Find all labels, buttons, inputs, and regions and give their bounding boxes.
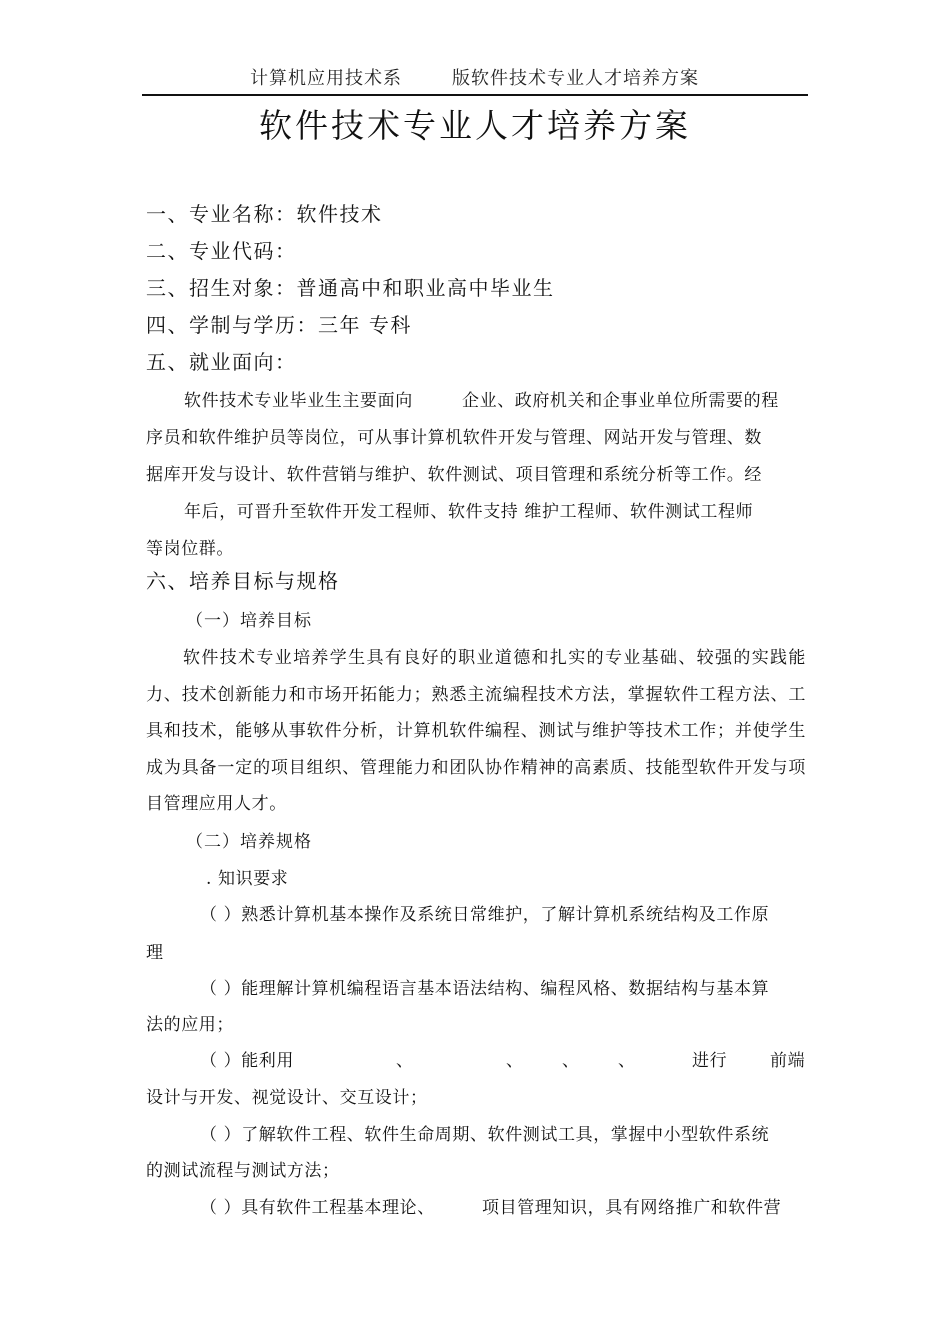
item-3-part-4: 、 <box>562 1051 580 1071</box>
knowledge-heading: . 知识要求 <box>206 869 289 889</box>
goals-heading: （一）培养目标 <box>186 611 312 631</box>
specs-heading: （二）培养规格 <box>186 832 312 852</box>
header-rule <box>142 94 808 96</box>
item-3-part-2: 、 <box>396 1051 414 1071</box>
employment-line-3: 据库开发与设计、软件营销与维护、软件测试、项目管理和系统分析等工作。经 <box>146 465 762 485</box>
knowledge-item-5a: （ ）具有软件工程基本理论、 <box>200 1198 435 1218</box>
item-3-part-7: 前端 <box>770 1051 806 1071</box>
header-document-name: 版软件技术专业人才培养方案 <box>452 68 699 89</box>
section-goals-specs: 六、培养目标与规格 <box>146 569 340 593</box>
section-duration: 四、学制与学历：三年 专科 <box>146 313 412 337</box>
employment-line-4: 年后，可晋升至软件开发工程师、软件支持 维护工程师、软件测试工程师 <box>184 502 754 522</box>
knowledge-item-4-cont: 的测试流程与测试方法； <box>146 1161 340 1181</box>
section-major-name: 一、专业名称：软件技术 <box>146 202 383 226</box>
section-enrollment: 三、招生对象：普通高中和职业高中毕业生 <box>146 276 555 300</box>
employment-line-1a: 软件技术专业毕业生主要面向 <box>184 391 413 411</box>
item-3-part-3: 、 <box>506 1051 524 1071</box>
knowledge-item-5b: 项目管理知识，具有网络推广和软件营 <box>482 1198 782 1218</box>
header-department: 计算机应用技术系 <box>250 68 402 89</box>
employment-line-2: 序员和软件维护员等岗位，可从事计算机软件开发与管理、网站开发与管理、数 <box>146 428 762 448</box>
knowledge-item-3 <box>200 1046 810 1076</box>
knowledge-item-1-cont: 理 <box>146 943 164 963</box>
knowledge-item-2: （ ）能理解计算机编程语言基本语法结构、编程风格、数据结构与基本算 <box>200 979 770 999</box>
section-major-code: 二、专业代码： <box>146 239 297 263</box>
goals-paragraph: 软件技术专业培养学生具有良好的职业道德和扎实的专业基础、较强的实践能力、技术创新能力和市场开拓能力；熟悉主流编程技术方法，掌握软件工程方法、工具和技术，能够从事软件分析，计算机软件编程、测试与维护等技术工作；并使学生成为具备一定的项目组织、管理能力和团队协作精神的高素质、技能型软件开发与项目管理应用人才。 <box>146 648 806 814</box>
document-title: 软件技术专业人才培养方案 <box>259 106 691 145</box>
item-3-part-1: （ ）能利用 <box>200 1051 295 1071</box>
employment-line-5: 等岗位群。 <box>146 539 234 559</box>
item-3-part-6: 进行 <box>692 1051 728 1071</box>
knowledge-item-2-cont: 法的应用； <box>146 1015 234 1035</box>
employment-line-1b: 企业、政府机关和企事业单位所需要的程 <box>462 391 779 411</box>
knowledge-item-3-cont: 设计与开发、视觉设计、交互设计； <box>146 1088 428 1108</box>
section-employment: 五、就业面向： <box>146 350 297 374</box>
knowledge-item-4: （ ）了解软件工程、软件生命周期、软件测试工具，掌握中小型软件系统 <box>200 1125 770 1145</box>
item-3-part-5: 、 <box>618 1051 636 1071</box>
knowledge-item-1: （ ）熟悉计算机基本操作及系统日常维护，了解计算机系统结构及工作原 <box>200 905 770 925</box>
page-header <box>142 64 808 94</box>
